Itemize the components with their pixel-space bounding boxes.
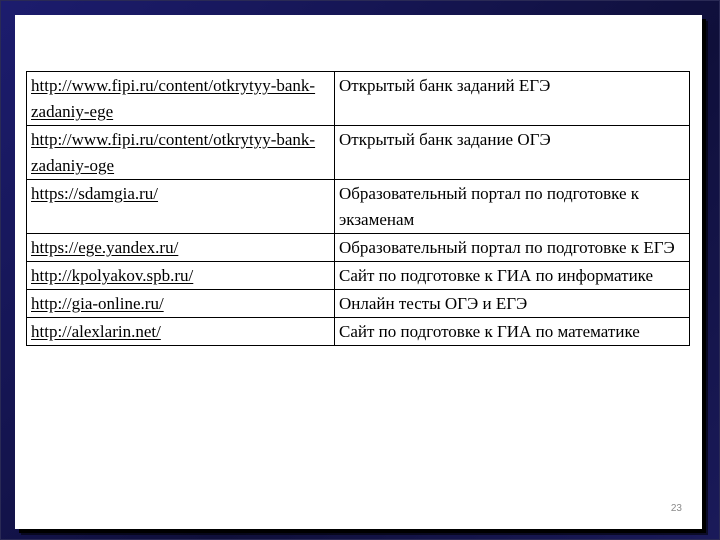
table-row [27,290,690,318]
url-cell [27,262,335,290]
table-row [27,262,690,290]
table-row [27,126,690,180]
description-cell: Образовательный портал по подготовке к ЕГЭ [335,234,690,262]
slide [15,15,702,529]
url-cell [27,290,335,318]
url-cell [27,180,335,234]
fipi-ege-link[interactable]: http://www.fipi.ru/content/otkrytyy-bank-zadaniy-ege [31,76,316,121]
table-row [27,180,690,234]
description-cell: Образовательный портал по подготовке к экзаменам [335,180,690,234]
table-row [27,318,690,346]
description-cell: Онлайн тесты ОГЭ и ЕГЭ [335,290,690,318]
url-cell [27,234,335,262]
table-row [27,234,690,262]
fipi-oge-link[interactable]: http://www.fipi.ru/content/otkrytyy-bank-zadaniy-oge [31,130,316,175]
description-cell: Сайт по подготовке к ГИА по математике [335,318,690,346]
url-cell [27,126,335,180]
ege-yandex-link[interactable]: https://ege.yandex.ru/ [31,238,179,257]
sdamgia-link[interactable]: https://sdamgia.ru/ [31,184,159,203]
description-cell: Сайт по подготовке к ГИА по информатике [335,262,690,290]
url-cell [27,72,335,126]
kpolyakov-link[interactable]: http://kpolyakov.spb.ru/ [31,266,194,285]
description-cell: Открытый банк задание ОГЭ [335,126,690,180]
page-number: 23 [670,503,682,514]
description-cell: Открытый банк заданий ЕГЭ [335,72,690,126]
alexlarin-link[interactable]: http://alexlarin.net/ [31,322,161,341]
resources-table [26,71,690,346]
url-cell [27,318,335,346]
gia-online-link[interactable]: http://gia-online.ru/ [31,294,164,313]
table-row [27,72,690,126]
